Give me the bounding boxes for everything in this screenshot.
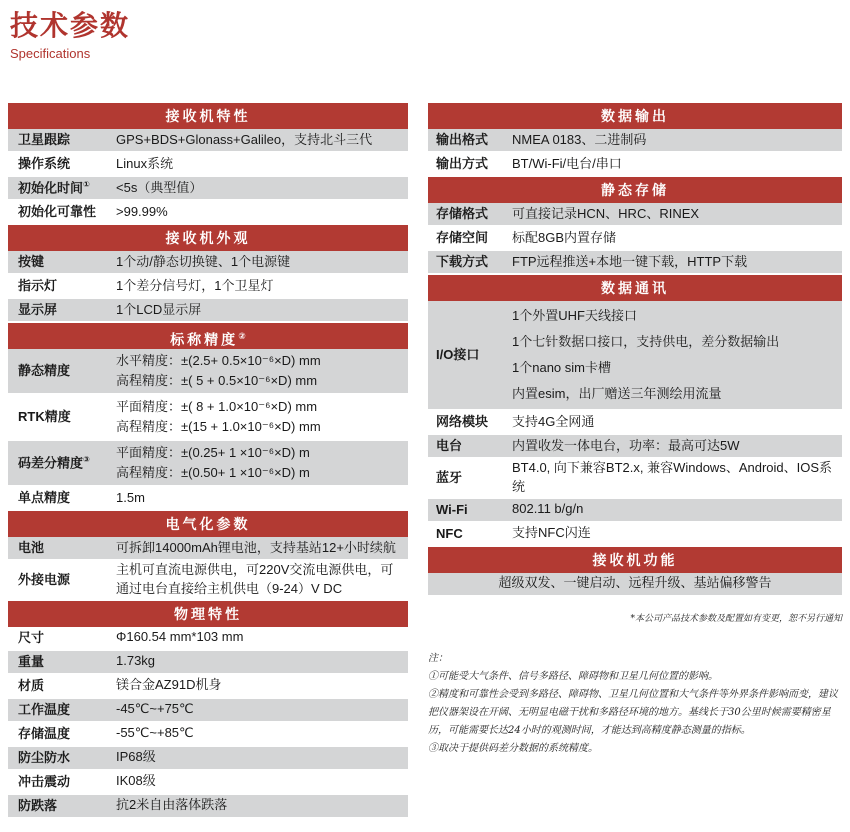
spec-row xyxy=(428,203,842,227)
row-label: 电台 xyxy=(436,438,463,454)
spec-section xyxy=(8,323,408,511)
row-label: 单点精度 xyxy=(18,490,71,506)
right-column xyxy=(428,103,842,758)
footnote: *本公司产品技术参数及配置如有变更，恕不另行通知 xyxy=(630,613,842,624)
row-value: BT4.0, 向下兼容BT2.x, 兼容Windows、Android、IOS系统 xyxy=(512,460,833,495)
spec-row xyxy=(8,795,408,819)
row-label: 重量 xyxy=(18,653,45,669)
row-value: 主机可直流电源供电，可220V交流电源供电，可通过电台直接给主机供电（9-24）V DC xyxy=(116,562,394,597)
value-line: 平面精度：±(0.25+ 1 ×10⁻⁶×D) m xyxy=(116,445,310,461)
row-label: 卫星跟踪 xyxy=(18,132,71,148)
spec-columns xyxy=(8,103,842,819)
section-header: 物理特性 xyxy=(8,601,408,627)
spec-row xyxy=(8,275,408,299)
value-line: 高程精度：±( 5 + 0.5×10⁻⁶×D) mm xyxy=(116,373,318,389)
value-line: 1个七针数据口接口，支持供电，差分数据输出 xyxy=(512,334,780,350)
notes-title: 注： xyxy=(428,652,448,664)
spec-row xyxy=(8,627,408,651)
row-label: Wi-Fi xyxy=(436,501,468,517)
page-title: 技术参数 xyxy=(10,10,131,41)
row-value xyxy=(116,443,408,483)
row-label: NFC xyxy=(436,525,463,541)
spec-row xyxy=(428,129,842,153)
section-header: 接收机功能 xyxy=(428,547,842,573)
row-value: 1个动/静态切换键、1个电源键 xyxy=(116,253,291,269)
row-label: 操作系统 xyxy=(18,156,71,172)
right-sections xyxy=(428,103,842,597)
value-line: 内置esim，出厂赠送三年测绘用流量 xyxy=(512,386,722,402)
left-column xyxy=(8,103,408,819)
row-label: 初始化时间① xyxy=(18,179,90,196)
spec-row xyxy=(8,675,408,699)
row-label: I/O接口 xyxy=(436,347,480,363)
row-value: 802.11 b/g/n xyxy=(512,501,584,517)
section-header: 静态存储 xyxy=(428,177,842,203)
row-label: 存储格式 xyxy=(436,206,489,222)
value-line: 1个nano sim卡槽 xyxy=(512,360,611,376)
section-header: 标称精度② xyxy=(8,323,408,349)
row-value xyxy=(116,397,408,437)
row-value: >99.99% xyxy=(116,203,168,219)
spec-row xyxy=(8,651,408,675)
row-label: 冲击震动 xyxy=(18,773,71,789)
row-value: 可直接记录HCN、HRC、RINEX xyxy=(512,205,700,221)
row-label: 存储温度 xyxy=(18,725,71,741)
spec-row xyxy=(428,301,842,411)
spec-row xyxy=(8,201,408,225)
spec-row xyxy=(428,411,842,435)
row-label-sup: ③ xyxy=(83,454,90,464)
page-subtitle: Specifications xyxy=(10,46,91,62)
spec-row xyxy=(8,177,408,201)
row-value: 支持4G全网通 xyxy=(512,413,595,429)
row-label: 外接电源 xyxy=(18,571,71,587)
value-line: 高程精度：±(0.50+ 1 ×10⁻⁶×D) m xyxy=(116,465,310,481)
row-value: Φ160.54 mm*103 mm xyxy=(116,629,244,645)
row-label: 指示灯 xyxy=(18,278,58,294)
spec-row xyxy=(8,487,408,511)
row-value: 内置收发一体电台，功率：最高可达5W xyxy=(512,437,740,453)
row-value: Linux系统 xyxy=(116,155,174,171)
row-value: -45℃~+75℃ xyxy=(116,701,194,717)
row-value: NMEA 0183、二进制码 xyxy=(512,131,647,147)
row-value: IP68级 xyxy=(116,749,156,765)
value-line: 1个外置UHF天线接口 xyxy=(512,308,637,324)
spec-row xyxy=(8,395,408,441)
note-line: ①可能受大气条件、信号多路径、障碍物和卫星几何位置的影响。 xyxy=(428,670,718,682)
spec-section xyxy=(428,547,842,597)
row-value: 可拆卸14000mAh锂电池，支持基站12+小时续航 xyxy=(116,539,396,555)
row-label: 材质 xyxy=(18,677,45,693)
row-label: 存储空间 xyxy=(436,230,489,246)
value-line: 平面精度：±( 8 + 1.0×10⁻⁶×D) mm xyxy=(116,399,318,415)
spec-row xyxy=(8,129,408,153)
spec-row xyxy=(8,251,408,275)
row-label: 显示屏 xyxy=(18,302,58,318)
spec-row xyxy=(8,153,408,177)
row-value: 支持NFC闪连 xyxy=(512,525,591,541)
row-value: 1个LCD显示屏 xyxy=(116,301,202,317)
row-value: 1.73kg xyxy=(116,653,156,669)
row-label: 尺寸 xyxy=(18,629,45,645)
spec-row xyxy=(428,227,842,251)
spec-row xyxy=(428,459,842,499)
row-label: 码差分精度③ xyxy=(18,454,90,471)
row-label: 网络模块 xyxy=(436,414,489,430)
row-value: 超级双发、一键启动、远程升级、基站偏移警告 xyxy=(498,575,772,591)
section-header: 电气化参数 xyxy=(8,511,408,537)
row-label: 防跌落 xyxy=(18,797,58,813)
value-line: 高程精度：±(15 + 1.0×10⁻⁶×D) mm xyxy=(116,419,321,435)
spec-row xyxy=(428,251,842,275)
row-label: 输出方式 xyxy=(436,156,489,172)
row-value: 标配8GB内置存储 xyxy=(512,229,617,245)
row-label: RTK精度 xyxy=(18,409,71,425)
spec-section xyxy=(8,225,408,323)
spec-row xyxy=(8,747,408,771)
row-value: <5s（典型值） xyxy=(116,179,203,195)
spec-section xyxy=(428,103,842,177)
section-header-sup: ② xyxy=(238,331,246,342)
note-items xyxy=(428,668,842,758)
value-line: 水平精度：±(2.5+ 0.5×10⁻⁶×D) mm xyxy=(116,353,321,369)
spec-row xyxy=(8,723,408,747)
row-label-sup: ① xyxy=(83,179,90,189)
spec-section xyxy=(428,275,842,547)
note-line: ②精度和可靠性会受到多路径、障碍物、卫星几何位置和大气条件等外界条件影响而变，建议把仪器架设在开阔、无明显电磁干扰和多路径环境的地方。基线长于30公里时候需要精密星历，可能需要长达24小时的观测时间，才能达到高精度静态测量的指标。 xyxy=(428,688,838,736)
row-value: IK08级 xyxy=(116,773,156,789)
spec-row xyxy=(8,441,408,487)
section-header: 数据通讯 xyxy=(428,275,842,301)
spec-row xyxy=(8,299,408,323)
section-header: 接收机外观 xyxy=(8,225,408,251)
row-value: 1.5m xyxy=(116,489,145,505)
row-value: -55℃~+85℃ xyxy=(116,725,194,741)
spec-row xyxy=(8,561,408,601)
spec-section xyxy=(428,177,842,275)
row-value: 镁合金AZ91D机身 xyxy=(116,677,222,693)
row-label: 蓝牙 xyxy=(436,469,463,485)
row-label: 输出格式 xyxy=(436,132,489,148)
spec-row xyxy=(428,435,842,459)
row-value: BT/Wi-Fi/电台/串口 xyxy=(512,155,622,171)
spec-section xyxy=(8,103,408,225)
row-value: 1个差分信号灯，1个卫星灯 xyxy=(116,277,274,293)
section-header: 接收机特性 xyxy=(8,103,408,129)
spec-row xyxy=(8,349,408,395)
note-line: ③取决于提供码差分数据的系统精度。 xyxy=(428,742,598,754)
spec-section xyxy=(8,511,408,601)
section-header: 数据输出 xyxy=(428,103,842,129)
spec-row xyxy=(428,573,842,597)
row-value: FTP远程推送+本地一键下载，HTTP下载 xyxy=(512,253,748,269)
row-value: 抗2米自由落体跌落 xyxy=(116,797,228,813)
page-header xyxy=(0,0,850,61)
spec-row xyxy=(428,523,842,547)
row-label: 防尘防水 xyxy=(18,749,71,765)
row-value xyxy=(512,303,842,407)
spec-row xyxy=(8,771,408,795)
spec-row xyxy=(428,499,842,523)
spec-row xyxy=(8,537,408,561)
row-label: 下载方式 xyxy=(436,254,489,270)
row-label: 电池 xyxy=(18,540,45,556)
row-label: 按键 xyxy=(18,254,45,270)
row-label: 初始化可靠性 xyxy=(18,204,97,220)
spec-section xyxy=(8,601,408,819)
spec-row xyxy=(428,153,842,177)
notes xyxy=(428,650,842,758)
row-label: 工作温度 xyxy=(18,701,71,717)
row-label: 静态精度 xyxy=(18,363,71,379)
row-value xyxy=(116,351,408,391)
spec-row xyxy=(8,699,408,723)
row-value: GPS+BDS+Glonass+Galileo，支持北斗三代 xyxy=(116,131,373,147)
